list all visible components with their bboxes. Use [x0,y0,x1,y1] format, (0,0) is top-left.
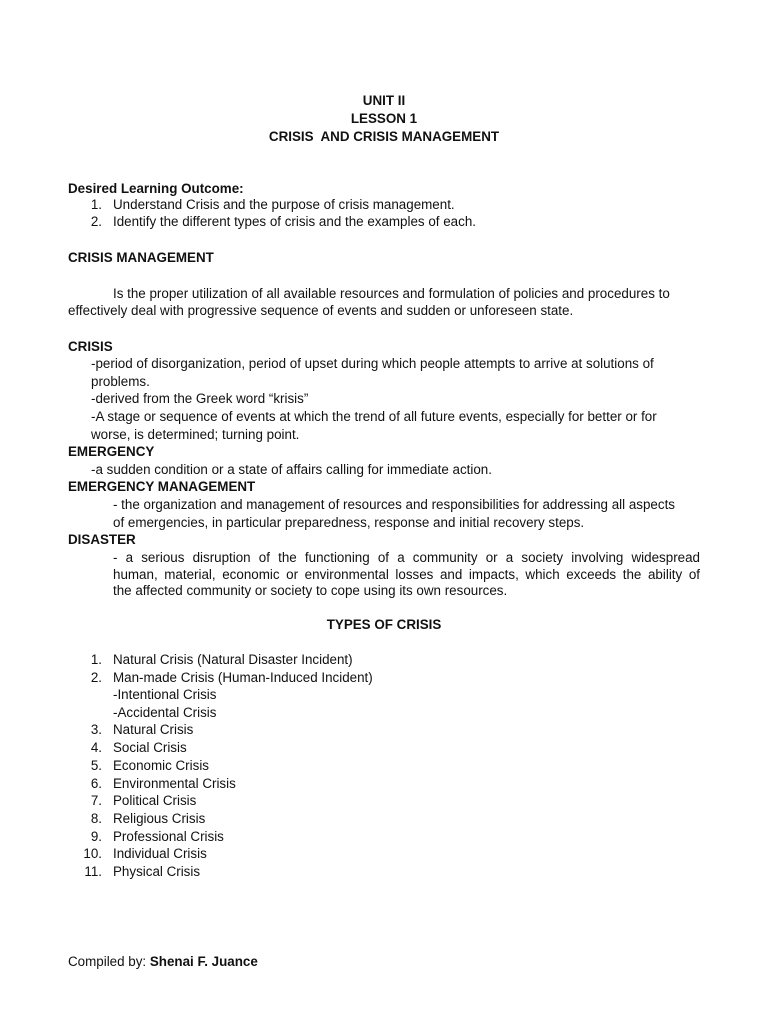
crisis-definition-line: problems. [91,374,150,389]
type-subitem: -Intentional Crisis [113,687,217,702]
type-item: Political Crisis [113,793,197,808]
crisis-heading: CRISIS [68,339,113,354]
type-item: Physical Crisis [113,864,201,879]
type-number: 6. [90,776,102,791]
crisis-definition-line: -derived from the Greek word “krisis” [91,391,309,406]
unit-title: UNIT II [362,93,406,108]
lesson-title: LESSON 1 [350,111,418,126]
author-name: Shenai F. Juance [149,954,258,969]
crisis-management-heading: CRISIS MANAGEMENT [68,250,214,265]
type-item: Social Crisis [113,740,187,755]
compiled-by [68,953,258,970]
type-item: Natural Crisis [113,722,194,737]
outcome-item: Identify the different types of crisis and the examples of each. [113,214,476,229]
crisis-definition-line: worse, is determined; turning point. [91,427,300,442]
type-item: Individual Crisis [113,846,207,861]
outcome-item: Understand Crisis and the purpose of crisis management. [113,197,455,212]
type-number: 2. [90,670,102,685]
types-heading: TYPES OF CRISIS [326,617,442,632]
outcome-number: 1. [90,197,102,212]
type-number: 5. [90,758,102,773]
disaster-definition-line: - a serious disruption of the functioning of a community or a society involving widespread [113,550,700,565]
crisis-management-definition-line: effectively deal with progressive sequence of events and sudden or unforeseen state. [68,303,574,318]
type-subitem: -Accidental Crisis [113,705,217,720]
emergency-management-definition-line: - the organization and management of resources and responsibilities for addressing all aspects [113,497,675,512]
crisis-definition-line: -period of disorganization, period of upset during which people attempts to arrive at solutions of [91,356,654,371]
crisis-management-definition-line: Is the proper utilization of all available resources and formulation of policies and procedures to [113,286,670,301]
type-item: Professional Crisis [113,829,224,844]
disaster-definition-line: the affected community or society to cope using its own resources. [113,583,508,598]
emergency-heading: EMERGENCY [68,444,155,459]
type-number: 7. [90,793,102,808]
type-number: 3. [90,722,102,737]
type-item: Environmental Crisis [113,776,236,791]
outcome-number: 2. [90,214,102,229]
type-number: 1. [90,652,102,667]
page-title: CRISIS AND CRISIS MANAGEMENT [268,129,500,144]
type-number: 4. [90,740,102,755]
type-number: 10. [83,846,102,861]
type-number: 11. [84,864,102,879]
compiled-by-label: Compiled by: [68,954,150,969]
type-item: Religious Crisis [113,811,206,826]
type-number: 8. [90,811,102,826]
emergency-management-heading: EMERGENCY MANAGEMENT [68,479,256,494]
type-item: Man-made Crisis (Human-Induced Incident) [113,670,373,685]
type-item: Economic Crisis [113,758,209,773]
emergency-definition: -a sudden condition or a state of affairs calling for immediate action. [91,462,492,477]
emergency-management-definition-line: of emergencies, in particular preparedness, response and initial recovery steps. [113,515,585,530]
disaster-heading: DISASTER [68,532,136,547]
type-item: Natural Crisis (Natural Disaster Incident) [113,652,353,667]
crisis-definition-line: -A stage or sequence of events at which the trend of all future events, especially for better or for [91,409,657,424]
disaster-definition-line: human, material, economic or environmental losses and impacts, which exceeds the ability of [113,567,700,582]
outcome-heading: Desired Learning Outcome: [68,181,244,196]
type-number: 9. [90,829,102,844]
